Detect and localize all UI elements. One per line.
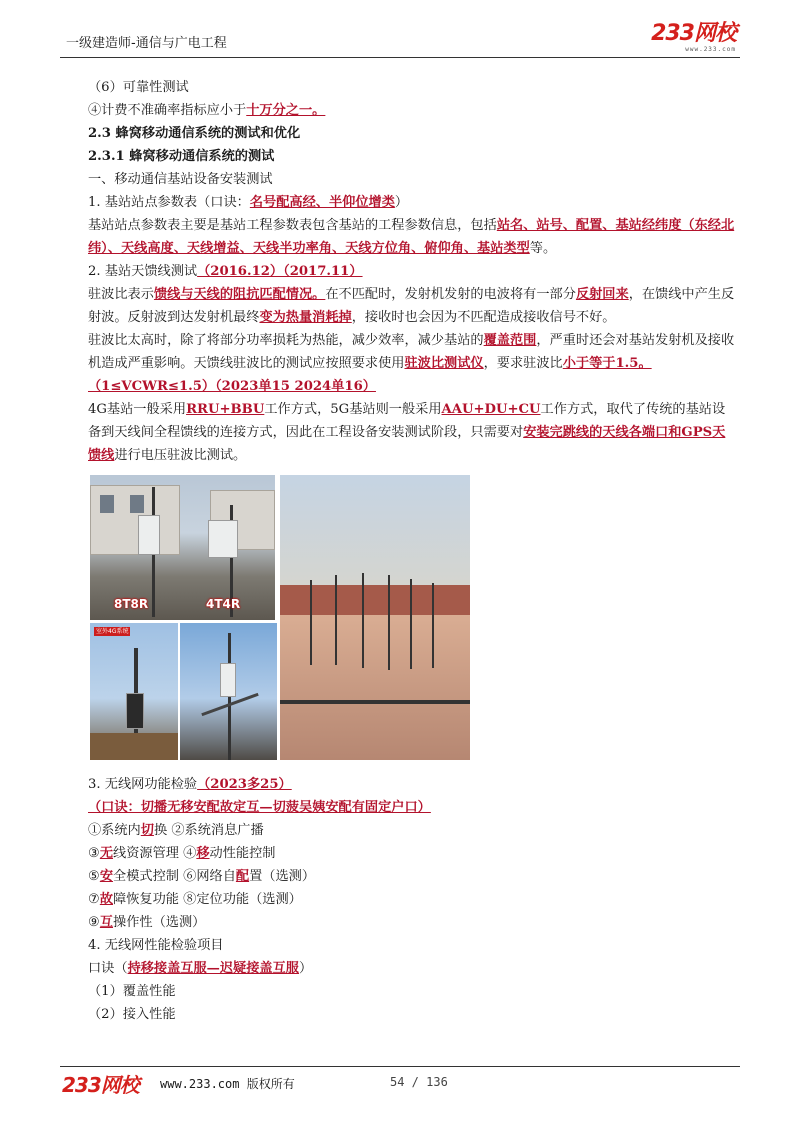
tag-4t4r: 4T4R [206,597,241,611]
function-row-3: ⑤安全模式控制 ⑥网络自配置（选测） [88,869,316,884]
logo-url: www.233.com [685,46,736,53]
page-footer [60,1066,740,1096]
tag-8t8r: 8T8R [114,597,149,611]
function-row-1: ①系统内切换 ②系统消息广播 [88,823,264,838]
function-row-2: ③无线资源管理 ④移动性能控制 [88,846,276,861]
rru-cabinet [138,515,160,555]
footer-copyright: www.233.com 版权所有 [160,1077,295,1091]
roof-edge [280,585,470,615]
paragraph-4g-5g: 4G基站一般采用RRU+BBU工作方式，5G基站则一般采用AAU+DU+CU工作方式，取代了传统的基站设备到天线间全程馈线的连接方式，因此在工程设备安装测试阶段，只需要对安装完跳线的天线各端口和GPS天馈线进行电压驻波比测试。 [88,402,726,463]
base-station-photos [90,475,490,765]
footer-logo: 233网校 [62,1073,139,1097]
header-title: 一级建造师-通信与广电工程 [66,36,227,51]
page-header [60,22,740,58]
tag-outdoor-4g: 室外4G系统 [96,628,129,635]
performance-access: （2）接入性能 [88,1007,176,1022]
paragraph-vswr: 驻波比表示馈线与天线的阻抗匹配情况。在不匹配时，发射机发射的电波将有一部分反射回来，在馈线中产生反射波。反射波到达发射机最终变为热量消耗掉，接收时也会因为不匹配造成接收信号不好。 [88,287,735,325]
mnemonic-function: （口诀：切播无移安配故定互—切菠吴姨安配有固定户口） [88,800,431,815]
item-1-heading: 1. 基站站点参数表（口诀：名号配高经、半仰位增类） [88,195,409,210]
brand-logo [651,22,736,54]
item-4-heading: 4. 无线网性能检验项目 [88,938,224,953]
performance-coverage: （1）覆盖性能 [88,984,176,999]
section-heading-2-3: 2.3 蜂窝移动通信系统的测试和优化 [88,126,301,141]
wall [280,615,470,760]
photo-pole-antenna [180,623,277,760]
subsection-heading: 一、移动通信基站设备安装测试 [88,172,273,187]
logo-text: 233网校 [651,21,736,46]
document-body [88,76,738,1026]
photo-roof-antennas [280,475,470,760]
paragraph-vswr-high: 驻波比太高时，除了将部分功率损耗为热能，减少效率，减少基站的覆盖范围，严重时还会对基站发射机及接收机造成严重影响。天馈线驻波比的测试应按照要求使用驻波比测试仪，要求驻波比小于等于1.5。（1≤VCWR≤1.5）（2023单15 2024单16） [88,333,735,394]
function-row-4: ⑦故障恢复功能 ⑧定位功能（选测） [88,892,302,907]
item-2-heading: 2. 基站天馈线测试（2016.12）（2017.11） [88,264,363,279]
page-number: 54 / 136 [390,1075,448,1089]
photo-rooftop-rru [90,475,275,620]
mnemonic-performance: 口诀（持移接盖互服—迟疑接盖互服） [88,961,313,976]
line-billing: ④计费不准确率指标应小于十万分之一。 [88,103,326,118]
function-row-5: ⑨互操作性（选测） [88,915,206,930]
photo-outdoor-mast [90,623,178,760]
item-3-heading: 3. 无线网功能检验（2023多25） [88,777,292,792]
line-reliability: （6）可靠性测试 [88,80,189,95]
paragraph-site-params: 基站站点参数表主要是基站工程参数表包含基站的工程参数信息，包括站名、站号、配置、基站经纬度（东经北纬）、天线高度、天线增益、天线半功率角、天线方位角、俯仰角、基站类型等。 [88,218,735,256]
rru-cabinet [208,520,238,558]
section-heading-2-3-1: 2.3.1 蜂窝移动通信系统的测试 [88,149,275,164]
